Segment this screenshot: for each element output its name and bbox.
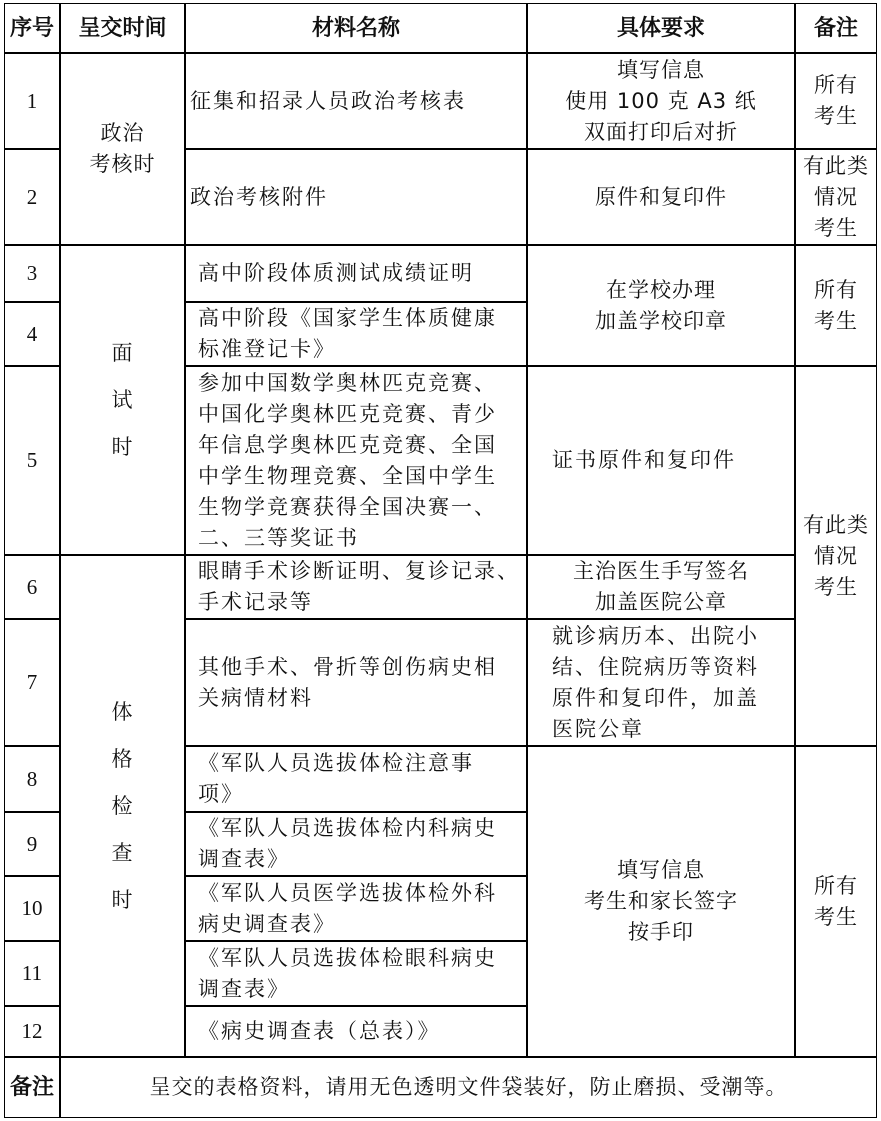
row-index [4,245,60,302]
requirement-text-line: 就诊病历本、出院小 [552,623,759,648]
material-name [185,302,527,366]
material-text-line: 参加中国数学奥林匹克竞赛、 [198,370,497,395]
row-index-text: 9 [26,831,38,856]
material-text-line: 标准登记卡》 [198,337,336,361]
requirement-text-line: 使用 100 克 A3 纸 [565,88,757,113]
row-index-text: 4 [26,321,38,346]
material-text-line: 调查表》 [198,847,290,871]
row-index [4,941,60,1006]
time-text-line: 时 [111,434,134,459]
note-2 [795,149,877,245]
material-text-line: 《军队人员选拔体检眼科病史 [198,945,497,970]
time-text-line: 面 [111,340,134,365]
requirement-text-line: 医院公章 [552,716,644,741]
material-name [185,812,527,876]
material-text-line: 《军队人员选拔体检内科病史 [198,816,497,840]
note-text-line: 考生 [814,574,858,599]
footer-label [4,1057,60,1118]
requirement-text-line: 填写信息 [616,57,705,82]
note-text-line: 情况 [814,184,858,209]
material-text: 高中阶段体质测试成绩证明 [198,261,474,285]
row-index [4,619,60,746]
row-index [4,149,60,245]
row-index-text: 5 [26,448,38,472]
note-text-line: 考生 [814,904,858,929]
time-interview [60,245,185,555]
requirement-text-line: 双面打印后对折 [583,119,738,144]
time-physical [60,555,185,1057]
requirement-text-line: 按手印 [628,920,694,944]
note-text-line: 有此类 [803,153,869,178]
row-index-text: 6 [26,574,38,599]
row-index [4,366,60,555]
material-text: 《病史调查表（总表）》 [198,1019,441,1043]
requirement-text-line: 加盖学校印章 [595,308,727,333]
note-text-line: 考生 [814,308,858,333]
material-text-line: 生物学竞赛获得全国决赛一、 [198,494,497,519]
requirement-text-line: 结、住院病历等资料 [552,654,759,679]
requirement-text-line: 加盖医院公章 [595,590,727,614]
material-name [185,245,527,302]
requirement-text-line: 主治医生手写签名 [573,559,749,583]
material-text-line: 《军队人员选拔体检注意事 [198,751,474,775]
note-3-4 [795,245,877,366]
material-name [185,555,527,619]
row-index-text: 8 [26,766,38,791]
row-index-text: 3 [26,261,38,285]
material-text: 征集和招录人员政治考核表 [190,88,466,113]
material-name [185,619,527,746]
header-label: 序号 [9,15,54,41]
requirement-8-12 [527,746,795,1057]
material-name [185,1006,527,1057]
requirement-5 [527,366,795,555]
footer-text [60,1057,877,1118]
time-political [60,53,185,245]
time-text-line: 试 [111,387,134,412]
requirement-text: 原件和复印件 [595,184,727,209]
header-label: 呈交时间 [78,15,167,41]
row-index-text: 2 [26,184,38,209]
header-col-material [185,3,527,53]
header-col-time [60,3,185,53]
material-name [185,149,527,245]
row-index [4,812,60,876]
material-text-line: 关病情材料 [198,685,313,710]
material-name [185,876,527,941]
header-col-index [4,3,60,53]
header-label: 备注 [813,15,858,41]
row-index [4,302,60,366]
material-text-line: 二、三等奖证书 [198,525,359,550]
material-text-line: 手术记录等 [198,590,313,614]
time-text-line: 查 [111,840,134,865]
row-index [4,555,60,619]
row-index [4,876,60,941]
material-text-line: 年信息学奥林匹克竞赛、全国 [198,432,497,457]
material-name [185,941,527,1006]
row-index [4,746,60,812]
time-text-line: 政治 [100,121,145,145]
note-5-7 [795,366,877,746]
note-8-12 [795,746,877,1057]
requirement-6 [527,555,795,619]
requirement-text-line: 考生和家长签字 [584,889,738,913]
requirement-3-4 [527,245,795,366]
material-text-line: 《军队人员医学选拔体检外科 [198,880,497,905]
material-text: 政治考核附件 [190,184,328,209]
requirement-text-line: 原件和复印件，加盖 [552,685,759,710]
note-text-line: 考生 [814,104,858,128]
requirement-text-line: 在学校办理 [606,277,716,302]
material-text-line: 项》 [198,782,244,806]
row-index-text: 7 [26,670,38,694]
requirement-7 [527,619,795,746]
requirement-1 [527,53,795,149]
material-name [185,53,527,149]
footer-label-text: 备注 [9,1075,54,1100]
material-text-line: 调查表》 [198,976,290,1001]
row-index [4,1006,60,1057]
material-name [185,366,527,555]
material-text-line: 中学生物理竞赛、全国中学生 [198,463,497,488]
requirement-2 [527,149,795,245]
row-index-text: 11 [21,961,43,985]
time-text-line: 体 [111,699,134,724]
row-index-text: 10 [21,896,43,920]
time-text-line: 格 [111,746,134,771]
material-text-line: 病史调查表》 [198,911,336,936]
note-text-line: 有此类 [803,512,869,537]
note-text-line: 情况 [814,543,858,568]
note-text-line: 所有 [814,277,858,302]
header-label: 具体要求 [616,15,705,41]
note-text-line: 考生 [814,215,858,240]
row-index-text: 1 [26,88,38,113]
time-text-line: 考核时 [89,152,156,176]
note-1 [795,53,877,149]
header-col-requirement [527,3,795,53]
time-text-line: 检 [111,793,134,818]
requirement-text-line: 填写信息 [617,858,705,882]
footer-note-text: 呈交的表格资料，请用无色透明文件袋装好，防止磨损、受潮等。 [149,1075,788,1099]
note-text-line: 所有 [814,873,858,898]
row-index-text: 12 [21,1019,43,1043]
time-text-line: 时 [111,887,134,912]
requirement-text: 证书原件和复印件 [552,448,736,472]
header-col-note [795,3,877,53]
material-name [185,746,527,812]
header-label: 材料名称 [311,15,400,41]
material-text-line: 高中阶段《国家学生体质健康 [198,306,497,330]
material-text-line: 中国化学奥林匹克竞赛、青少 [198,401,497,426]
material-text-line: 其他手术、骨折等创伤病史相 [198,654,497,679]
row-index [4,53,60,149]
note-text-line: 所有 [814,73,858,97]
material-text-line: 眼睛手术诊断证明、复诊记录、 [198,559,520,583]
